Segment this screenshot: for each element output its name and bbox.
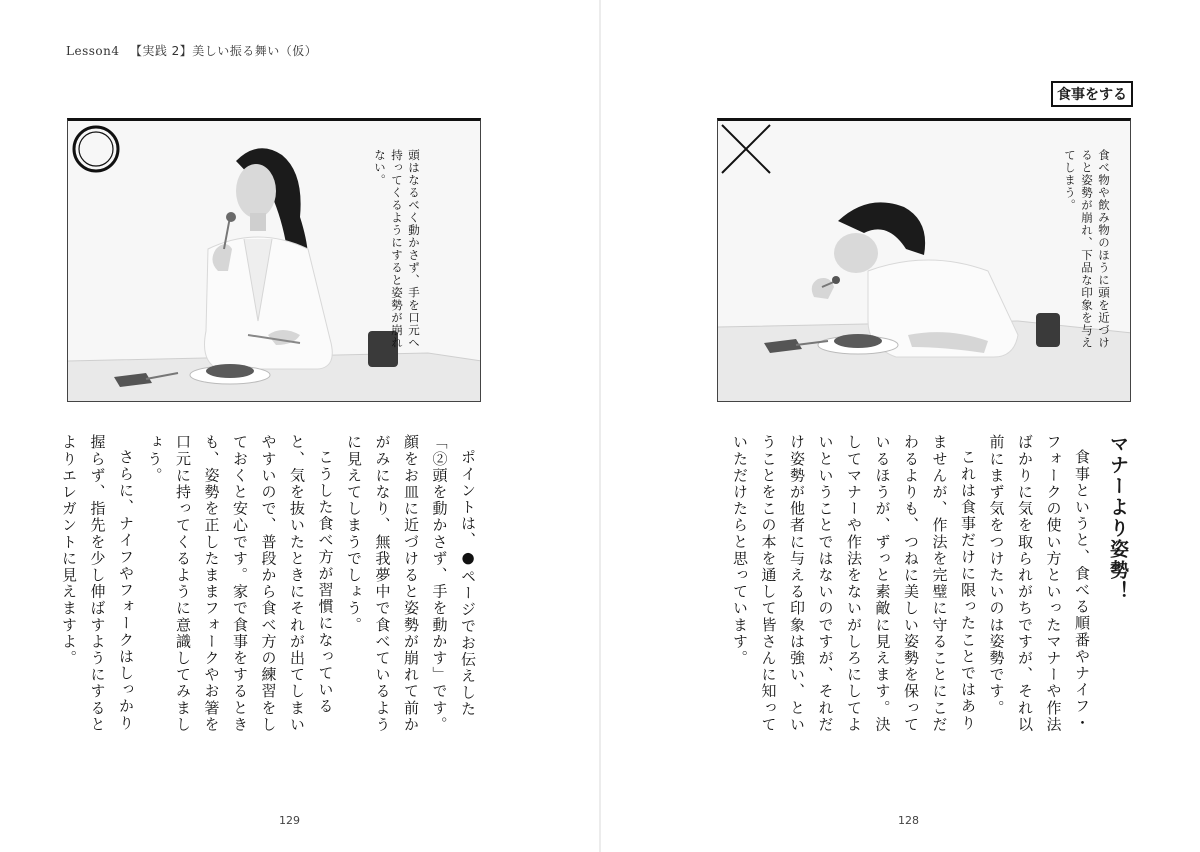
running-head-title: 【実践 2】美しい振る舞い（仮）: [129, 44, 318, 58]
running-head-lesson: Lesson4: [66, 44, 120, 58]
photo-bad-posture: [717, 118, 1131, 402]
right-paragraph-1: 食事というと、食べる順番やナイフ・フォークの使い方といったマナーや作法ばかりに気を取られがちですが、それ以前にまず気をつけたいのは姿勢です。: [987, 434, 1091, 733]
section-label: 食事をする: [1051, 81, 1133, 107]
gutter: [599, 0, 601, 852]
page-number-left: 129: [279, 814, 300, 827]
left-page-body: [55, 434, 483, 734]
bad-cross-icon: [718, 121, 778, 181]
right-paragraph-2: これは食事だけに限ったことではありませんが、作法を完璧に守ることにこだわるよりも、つねに美しい姿勢を保っているほうが、ずっと素敵に見えます。決してマナーや作法をないがしろにしてよいということではないのですが、それだけ姿勢が他者に与える印象は強い、ということをこの本を通して皆さんに知っていただけたらと思っています。: [731, 434, 977, 733]
running-head: [66, 42, 317, 59]
photo-caption-bad: 食べ物や飲み物のほうに頭を近づけると姿勢が崩れ、下品な印象を与えてしまう。: [1063, 149, 1111, 349]
good-circle-icon: [68, 121, 128, 181]
section-heading: マナーより姿勢！: [1107, 434, 1129, 602]
photo-good-posture: [67, 118, 481, 402]
page-number-right: 128: [898, 814, 919, 827]
photo-caption-good: 頭はなるべく動かさず、手を口元へ持ってくるようにすると姿勢が崩れない。: [373, 149, 421, 349]
left-paragraph-2: こうした食べ方が習慣になっていると、気を抜いたときにそれが出てしまいやすいので、普段から食べ方の練習をしておくと安心です。家で食事をするときも、姿勢を正したままフォークやお箸を口元に持ってくるように意識してみましょう。: [145, 434, 335, 733]
left-paragraph-3: さらに、ナイフやフォークはしっかり握らず、指先を少し伸ばすようにするとよりエレガントに見えますよ。: [60, 434, 135, 733]
left-paragraph-1: ポイントは、●ページでお伝えした「②頭を動かさず、手を動かす」です。顔をお皿に近づけると姿勢が崩れて前かがみになり、無我夢中で食べているように見えてしまうでしょう。: [345, 434, 477, 733]
right-page-body: [726, 434, 1097, 734]
